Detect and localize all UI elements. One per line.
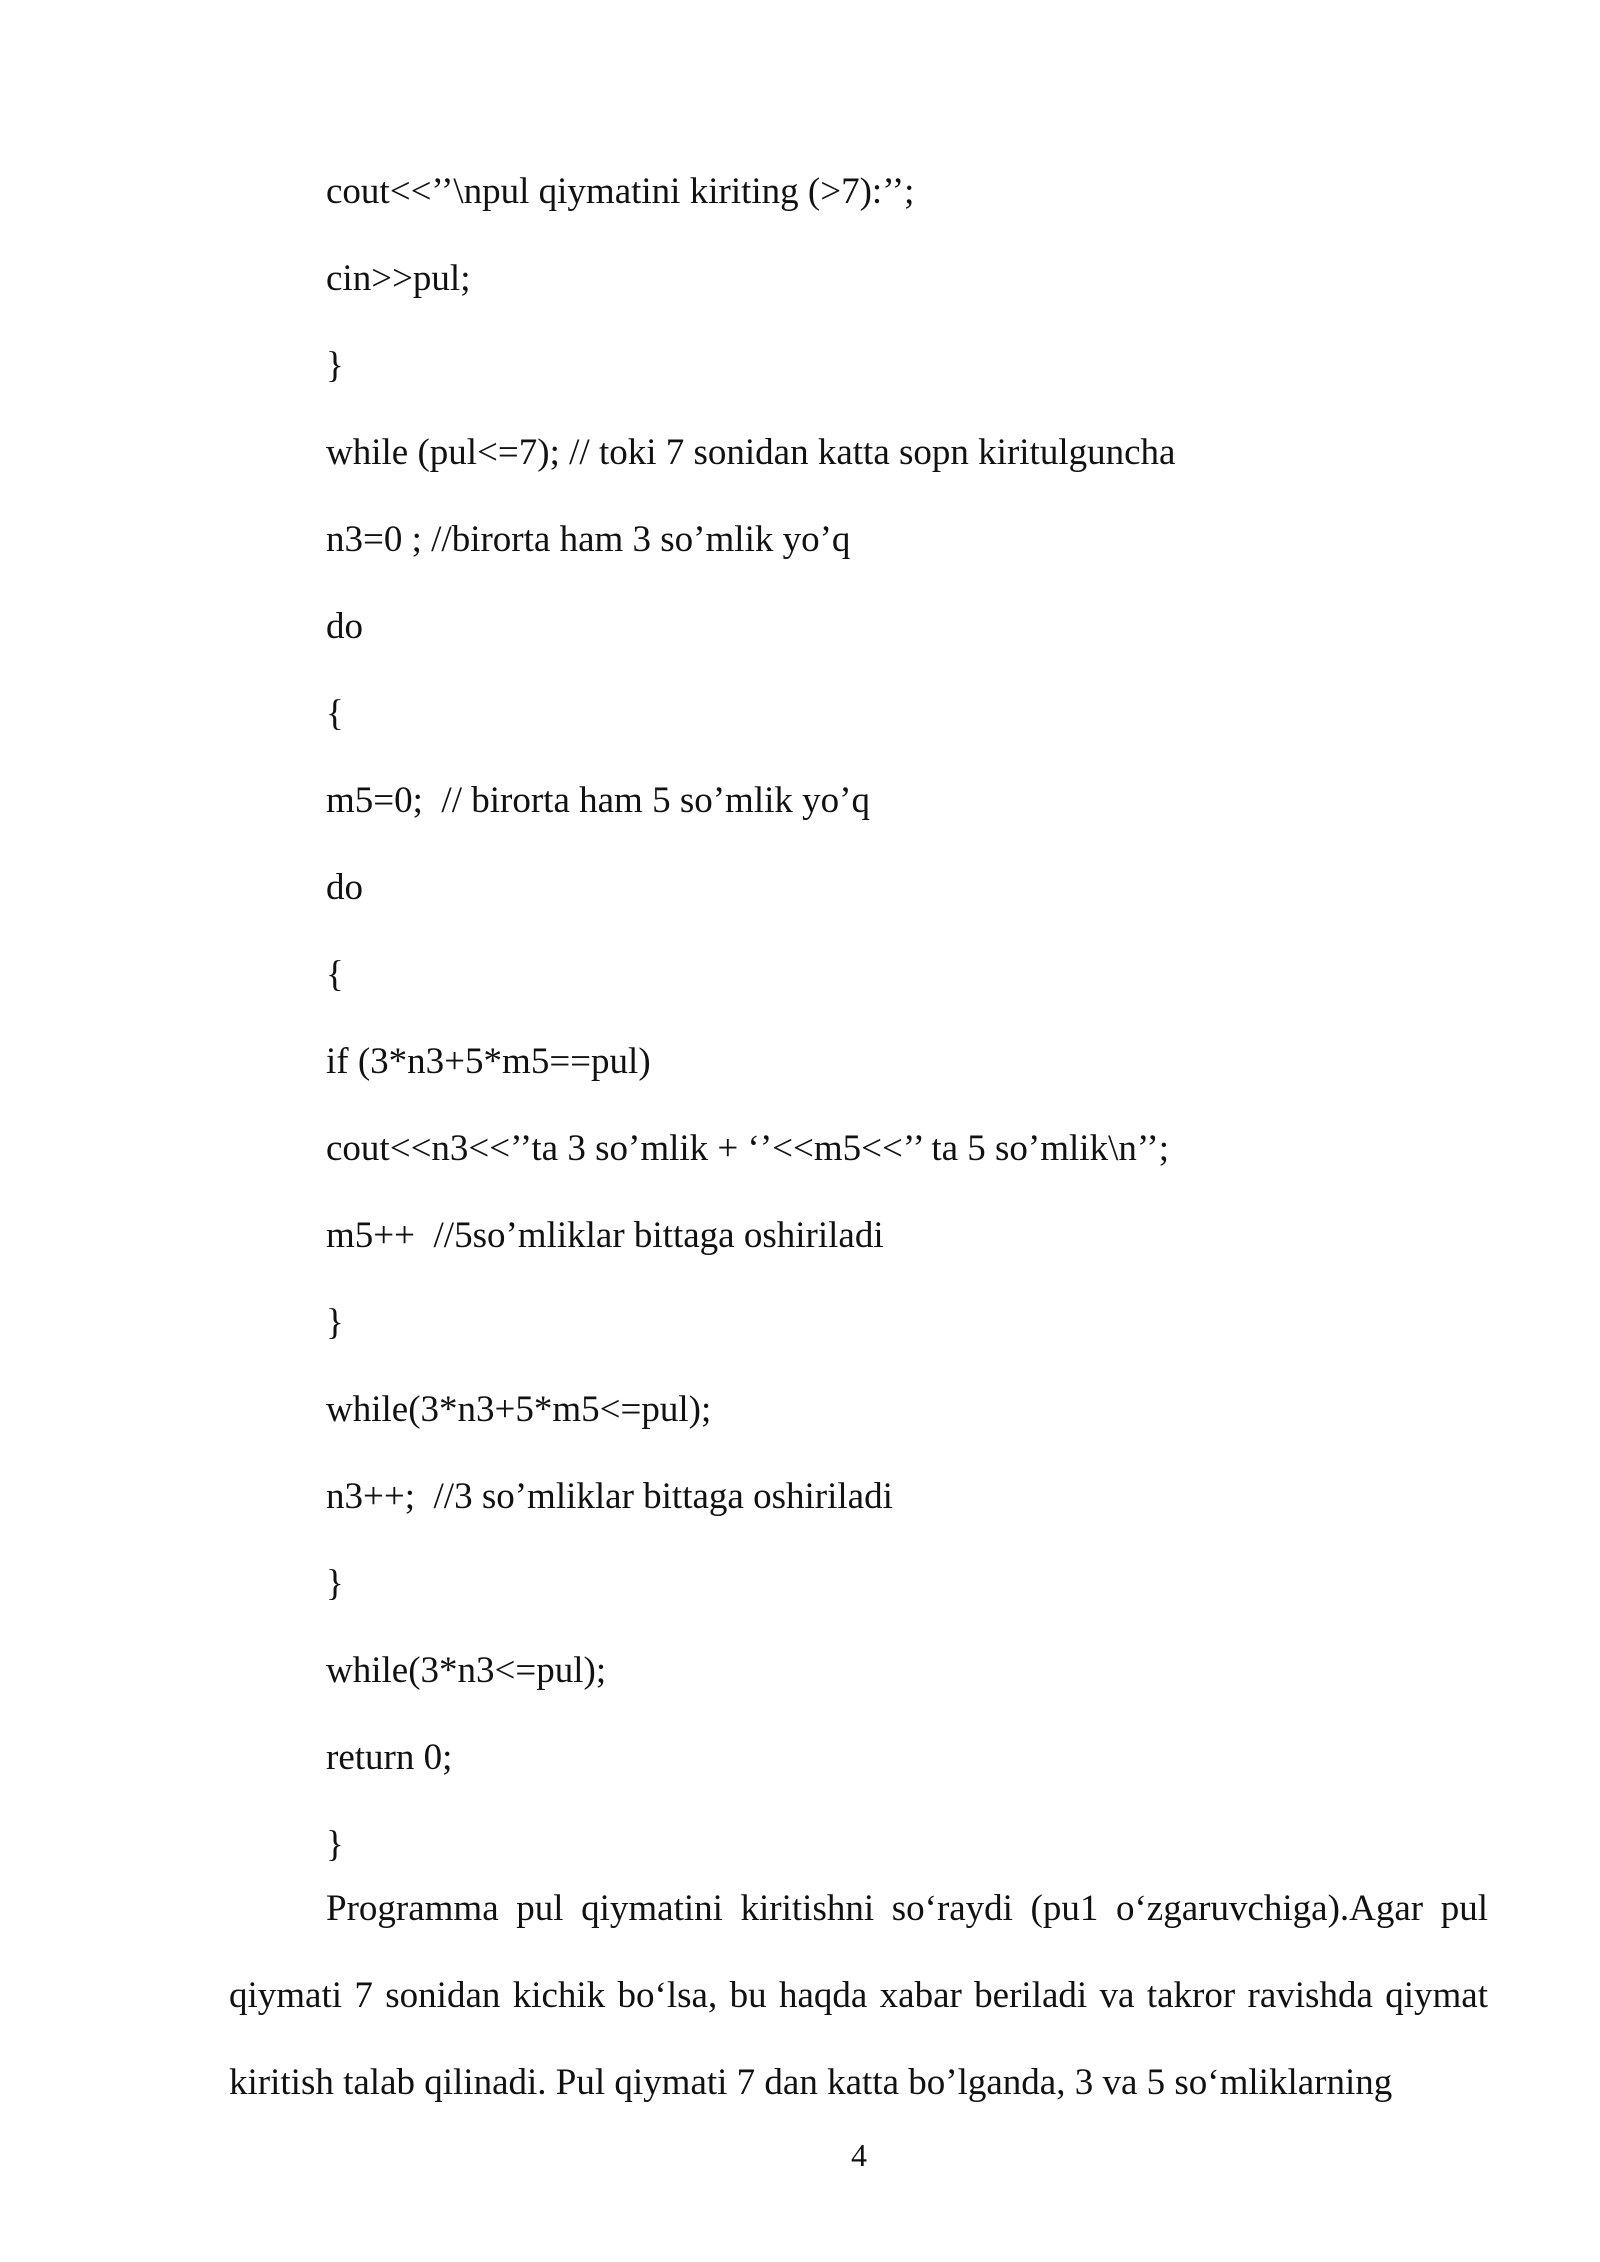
code-line: { [326,954,344,995]
code-line: if (3*n3+5*m5==pul) [326,1041,651,1082]
body-paragraph: Programma pul qiymatini kiritishni so‘raydi (pu1 o‘zgaruvchiga).Agar pul qiymati 7 sonidan kichik bo‘lsa, bu haqda xabar beriladi va takror ravishda qiymat kiritish talab qilinadi. Pul qiymati 7 dan katta bo’lganda, 3 va 5 so‘mliklarning [229,1888,1488,2103]
code-line: cout<<n3<<’’ta 3 so’mlik + ‘’<<m5<<’’ ta 5 so’mlik\n’’; [326,1128,1170,1169]
code-line: } [326,345,344,386]
code-line: while(3*n3+5*m5<=pul); [326,1389,712,1430]
code-line: cin>>pul; [326,258,471,299]
code-line: { [326,693,344,734]
code-line: n3=0 ; //birorta ham 3 so’mlik yo’q [326,519,851,560]
code-line: m5=0; // birorta ham 5 so’mlik yo’q [326,780,870,821]
code-line: } [326,1563,344,1604]
code-line: do [326,606,363,647]
code-line: while(3*n3<=pul); [326,1650,607,1691]
code-line: } [326,1302,344,1343]
code-line: return 0; [326,1737,453,1778]
code-line: do [326,867,363,908]
code-line: n3++; //3 so’mliklar bittaga oshiriladi [326,1476,893,1517]
code-line: while (pul<=7); // toki 7 sonidan katta sopn kiritulguncha [326,432,1176,473]
page-number: 4 [851,2137,867,2173]
code-listing [326,148,1175,1888]
code-line: m5++ //5so’mliklar bittaga oshiriladi [326,1215,884,1256]
code-line: } [326,1824,344,1865]
code-line: cout<<’’\npul qiymatini kiriting (>7):’’; [326,171,915,212]
